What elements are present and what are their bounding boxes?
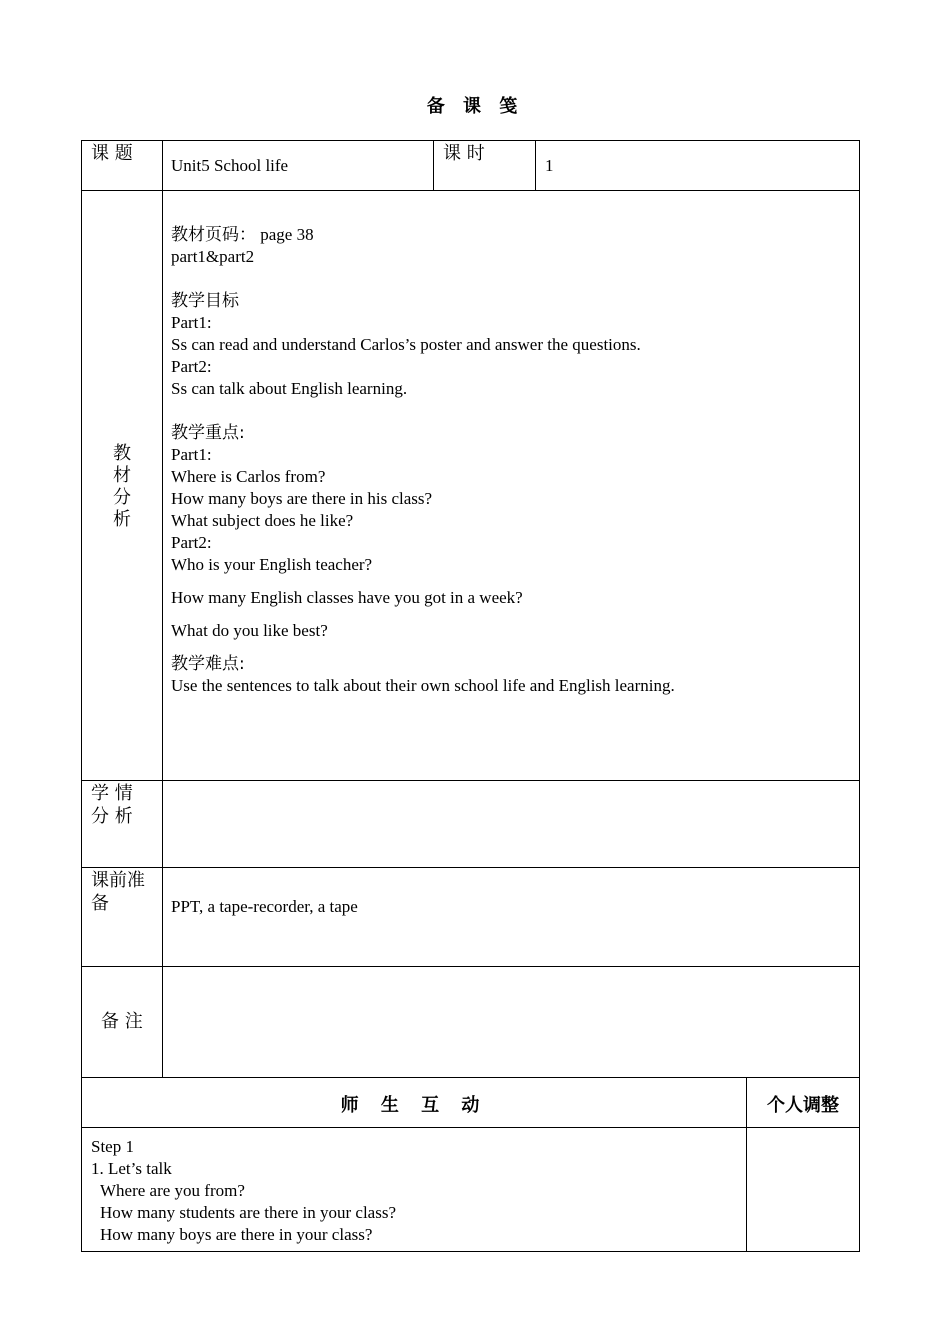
activity-item: 1. Let’s talk	[91, 1159, 172, 1178]
parts: part1&part2	[171, 247, 255, 266]
step-label: Step 1	[91, 1137, 134, 1156]
document-title: 备 课 笺	[426, 96, 524, 117]
interaction-heading: 师 生 互 动	[340, 1095, 488, 1116]
objective-part2-text: Ss can talk about English learning.	[171, 379, 408, 398]
key-question: How many English classes have you got in a week?	[171, 588, 523, 607]
key-question: How many boys are there in his class?	[171, 489, 433, 508]
topic-value: Unit5 School life	[171, 156, 289, 175]
key-points-heading: 教学重点:	[171, 423, 245, 443]
difficulty-text: Use the sentences to talk about their own school life and English learning.	[171, 676, 675, 695]
preparation-label: 课前准备	[91, 870, 145, 914]
talk-question: How many students are there in your class?	[100, 1203, 396, 1222]
key-question: What do you like best?	[171, 621, 328, 640]
preparation-value: PPT, a tape-recorder, a tape	[171, 897, 358, 916]
topic-label: 课 题	[91, 143, 133, 164]
period-label: 课 时	[443, 143, 485, 164]
material-analysis-label: 教材分析	[113, 443, 131, 530]
material-analysis-content	[171, 224, 851, 697]
student-analysis-label: 学 情 分 析	[91, 783, 133, 827]
interaction-content	[91, 1136, 741, 1246]
talk-question: How many boys are there in your class?	[100, 1225, 373, 1244]
objective-part1-text: Ss can read and understand Carlos’s poster and answer the questions.	[171, 335, 641, 354]
adjustment-heading: 个人调整	[767, 1095, 839, 1116]
key-question: What subject does he like?	[171, 511, 354, 530]
objectives-heading: 教学目标	[171, 291, 239, 311]
difficulty-heading: 教学难点:	[171, 654, 245, 674]
objective-part1: Part1:	[171, 313, 212, 332]
key-question: Where is Carlos from?	[171, 467, 326, 486]
notes-label: 备 注	[101, 1011, 143, 1032]
page-value: page 38	[260, 225, 314, 244]
period-value: 1	[545, 156, 554, 175]
talk-question: Where are you from?	[100, 1181, 245, 1200]
objective-part2: Part2:	[171, 357, 212, 376]
key-question: Who is your English teacher?	[171, 555, 373, 574]
key-part2: Part2:	[171, 533, 212, 552]
page-label: 教材页码：	[171, 225, 256, 245]
key-part1: Part1:	[171, 445, 212, 464]
